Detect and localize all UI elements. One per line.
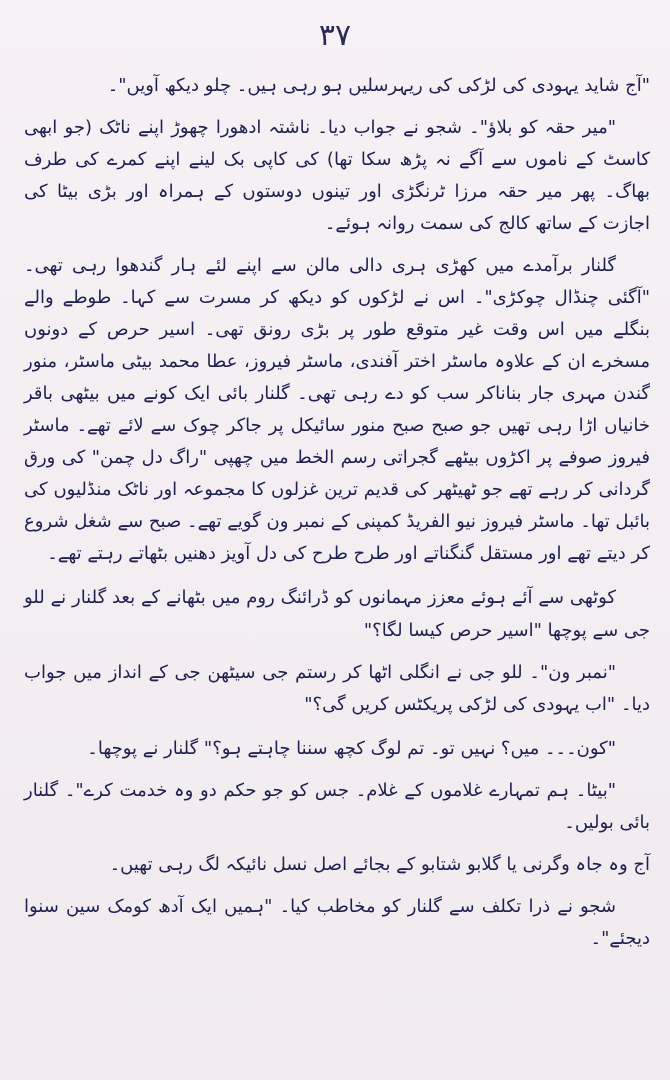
paragraph: "میر حقہ کو بلاؤ"۔ شجو نے جواب دیا۔ ناشتہ ادھورا چھوڑ اپنے ناٹک (جو ابھی کاسٹ کے ناموں سے آگے نہ پڑھ سکا تھا) کی کاپی بک لینے اپنے کمرے کی طرف بھاگ۔ پھر میر حقہ مرزا ٹرنگڑی اور تینوں دوستوں کے ہمراہ اور بڑی بیٹا کی اجازت کے ساتھ کالج کی سمت روانہ ہوئے۔ bbox=[24, 117, 650, 235]
paragraph: "کون۔۔۔ میں؟ نہیں تو۔ تم لوگ کچھ سننا چاہتے ہو؟" گلنار نے پوچھا۔ bbox=[87, 737, 616, 759]
paragraph: گلنار برآمدے میں کھڑی ہری دالی مالن سے اپنے لئے ہار گندھوا رہی تھی۔ "آگئی چنڈال چوکڑی"۔ اس نے لڑکوں کو دیکھ کر مسرت سے کہا۔ طوطے والے بنگلے میں اس وقت غیر متوقع طور پر بڑی رونق تھی۔ اسیر حرص کے دونوں مسخرے ان کے علاوہ ماسٹر اختر آفندی، ماسٹر فیروز، عطا محمد بیٹی ماسٹر، منور گندن مہری جار بناناکر سب کو دے رہی تھی۔ گلنار بائی ایک کونے میں بیٹھی باقر خانیاں اڑا رہی تھیں جو صبح صبح منور سائیکل پر جاکر چوک سے لائے تھے۔ ماسٹر فیروز صوفے پر اکڑوں بیٹھے گجراتی رسم الخط میں چھپی "راگ دل چمن" کی ورق گردانی کر رہے تھے جو ٹھیٹھر کی قدیم ترین غزلوں کا مجموعہ اور ناٹک منڈلیوں کی بائبل تھا۔ ماسٹر فیروز نیو الفریڈ کمپنی کے نمبر ون گویے تھے۔ صبح سے شغل شروع کر دیتے تھے اور مستقل گنگناتے اور طرح طرح کی دل آویز دھنیں بٹھاتے رہتے تھے۔ bbox=[24, 255, 650, 565]
paragraph: "بیٹا۔ ہم تمہارے غلاموں کے غلام۔ جس کو جو حکم دو وہ خدمت کرے"۔ گلنار بائی بولیں۔ bbox=[24, 779, 650, 833]
page-number: ۳۷ bbox=[318, 18, 352, 53]
paragraph: "آج شاید یہودی کی لڑکی کی ریہرسلیں ہو رہی ہیں۔ چلو دیکھ آویں"۔ bbox=[107, 75, 650, 96]
page-text bbox=[24, 70, 650, 965]
paragraph: آج وہ جاہ وگرنی یا گلابو شتابو کے بجائے اصل نسل نائیکہ لگ رہی تھیں۔ bbox=[109, 853, 650, 875]
paragraph: "نمبر ون"۔ للو جی نے انگلی اٹھا کر رستم جی سیٹھن جی کے انداز میں جواب دیا۔ "اب یہودی کی لڑکی پریکٹس کریں گی؟" bbox=[24, 661, 650, 715]
paragraph: شجو نے ذرا تکلف سے گلنار کو مخاطب کیا۔ "ہمیں ایک آدھ کومک سین سنوا دیجئے"۔ bbox=[24, 895, 650, 949]
paragraph: کوٹھی سے آئے ہوئے معزز مہمانوں کو ڈرائنگ روم میں بٹھانے کے بعد گلنار نے للو جی سے پوچھا "اسیر حرص کیسا لگا؟" bbox=[24, 587, 650, 641]
